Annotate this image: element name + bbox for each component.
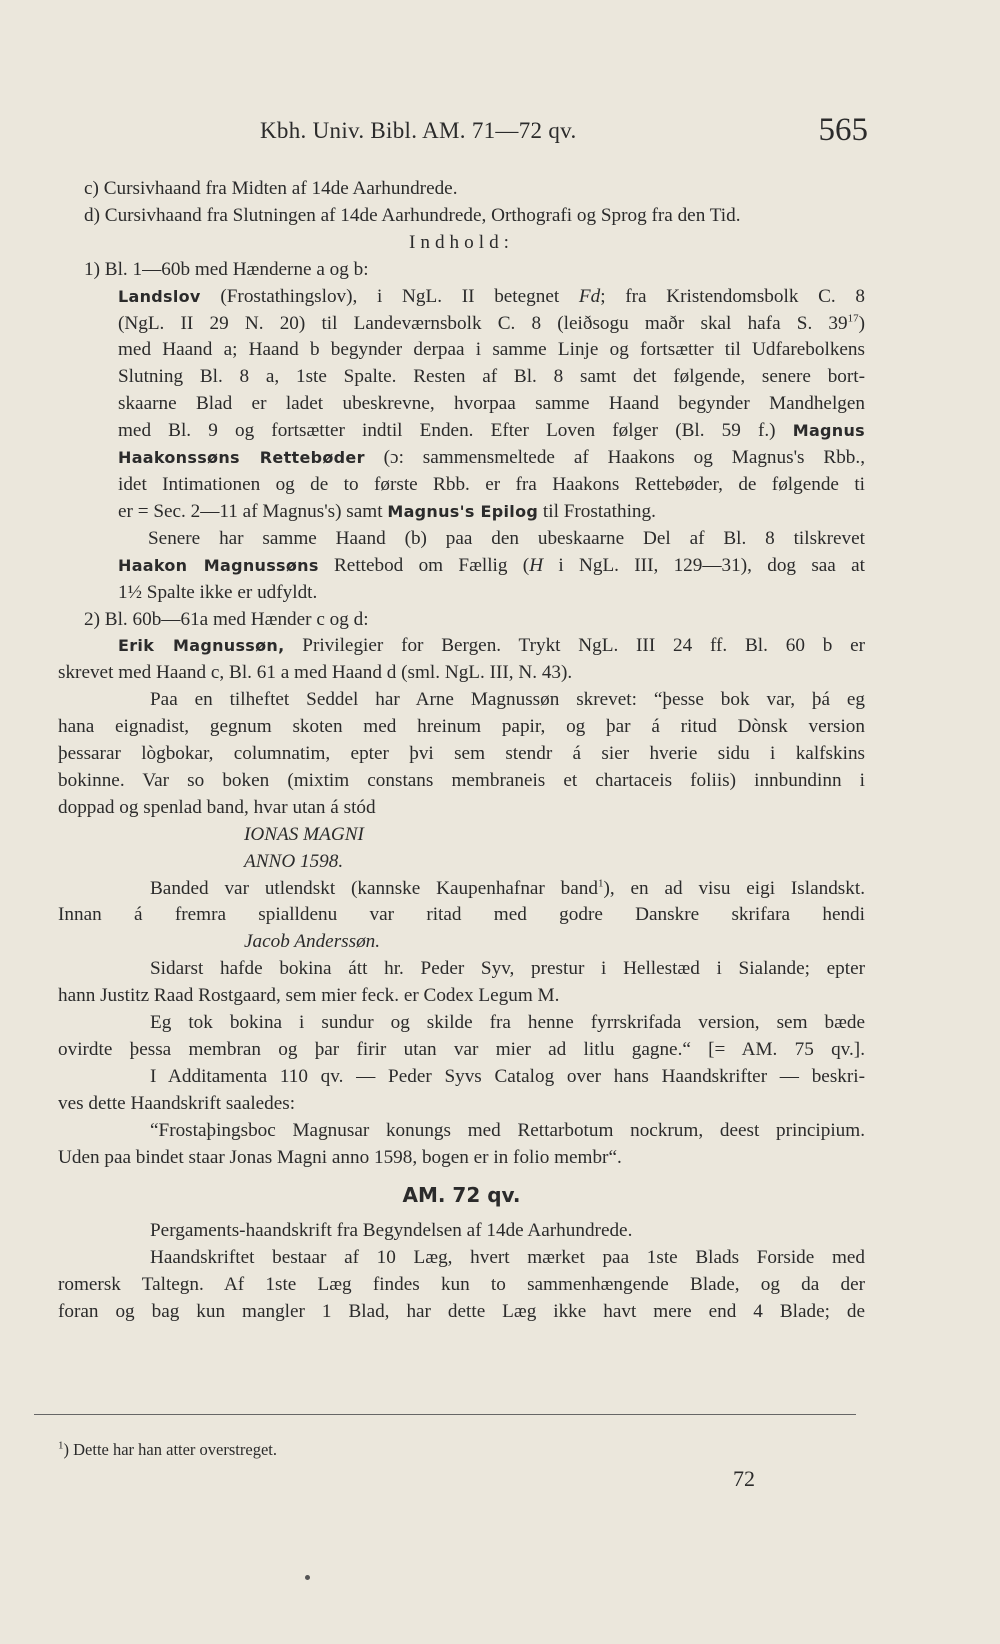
text-line: 1) Bl. 1—60b med Hænderne a og b: xyxy=(84,258,369,280)
text-line: foran og bag kun mangler 1 Blad, har dette Læg ikke havt mere end 4 Blade; de xyxy=(58,1301,865,1323)
inscription-line: IONAS MAGNI xyxy=(244,823,364,845)
text-line: med Bl. 9 og fortsætter indtil Enden. Efter Loven følger (Bl. 59 f.) Magnus xyxy=(118,420,865,442)
text-line: c) Cursivhaand fra Midten af 14de Aarhundrede. xyxy=(84,178,458,199)
text-line: Haakon Magnussøns Rettebod om Fællig (H i NgL. III, 129—31), dog saa at xyxy=(118,554,865,576)
text-line: Erik Magnussøn, Privilegier for Bergen. Trykt NgL. III 24 ff. Bl. 60 b er xyxy=(118,635,866,657)
text-line: þessarar lògbokar, columnatim, epter þvi sem stendr á sier hverie sidu i kalfskins xyxy=(58,743,865,765)
text-line: Pergaments-haandskrift fra Begyndelsen af 14de Aarhundrede. xyxy=(150,1220,633,1242)
text-line: (NgL. II 29 N. 20) til Landeværnsbolk C. 8 (leiðsogu maðr skal hafa S. $39^{17}$) xyxy=(118,312,865,334)
text-line: skrevet med Haand c, Bl. 61 a med Haand d (sml. NgL. III, N. 43). xyxy=(58,662,573,684)
text-line: ves dette Haandskrift saaledes: xyxy=(58,1092,296,1114)
text-line: 2) Bl. 60b—61a med Hænder c og d: xyxy=(84,608,369,630)
page-number: 565 xyxy=(818,112,868,148)
text-line: Landslov (Frostathingslov), i NgL. II betegnet Fd; fra Kristendomsbolk C. 8 xyxy=(118,285,865,307)
section-heading-am72: AM. 72 qv. xyxy=(402,1182,521,1207)
text-line: hann Justitz Raad Rostgaard, sem mier feck. er Codex Legum M. xyxy=(58,985,560,1007)
signature-line: Jacob Anderssøn. xyxy=(244,931,381,953)
running-head: Kbh. Univ. Bibl. AM. 71—72 qv. xyxy=(260,118,577,143)
text-line: Paa en tilheftet Seddel har Arne Magnussøn skrevet: “þesse bok var, þá eg xyxy=(150,689,865,711)
text-line: Uden paa bindet staar Jonas Magni anno 1598, bogen er in folio membr“. xyxy=(58,1146,622,1168)
text-line: Slutning Bl. 8 a, 1ste Spalte. Resten af Bl. 8 samt det følgende, senere bort- xyxy=(118,366,865,388)
text-line: ovirdte þessa membran og þar firir utan var mier ad litlu gagne.“ [= AM. 75 qv.]. xyxy=(58,1039,865,1060)
text-line: doppad og spenlad band, hvar utan á stód xyxy=(58,796,376,818)
text-line: hana eignadist, gegnum skoten med hreinum papir, og þar á ritud Dònsk version xyxy=(58,716,865,738)
signature-mark: 72 xyxy=(733,1466,755,1491)
text-line: Sidarst hafde bokina átt hr. Peder Syv, prestur i Hellestæd i Sialande; epter xyxy=(150,958,865,980)
text-line: skaarne Blad er ladet ubeskrevne, hvorpaa samme Haand begynder Mandhelgen xyxy=(118,393,865,415)
text-line: idet Intimationen og de to første Rbb. er fra Haakons Rettebøder, de følgende ti xyxy=(118,473,865,495)
text-line: Innan á fremra spialldenu var ritad med godre Danskre skrifara hendi xyxy=(58,904,865,926)
text-line: Eg tok bokina i sundur og skilde fra henne fyrrskrifada version, sem bæde xyxy=(150,1012,865,1034)
body-text xyxy=(58,176,865,1326)
text-line: Haandskriftet bestaar af 10 Læg, hvert mærket paa 1ste Blads Forside med xyxy=(150,1247,865,1269)
section-heading: Indhold: xyxy=(408,231,515,253)
work-title: Landslov xyxy=(118,286,201,306)
text-line: Haakonssøns Rettebøder (ɔ: sammensmeltede af Haakons og Magnus's Rbb., xyxy=(118,447,865,469)
text-line: “Frostaþingsboc Magnusar konungs med Rettarbotum nockrum, deest principium. xyxy=(150,1119,865,1141)
text-line: er = Sec. 2—11 af Magnus's) samt Magnus's Epilog til Frostathing. xyxy=(118,500,656,522)
specks xyxy=(305,1575,310,1580)
page-header xyxy=(0,112,1000,152)
text-line: romersk Taltegn. Af 1ste Læg findes kun to sammenhængende Blade, og da der xyxy=(58,1274,865,1296)
inscription-line: ANNO 1598. xyxy=(244,850,344,872)
text-line: I Additamenta 110 qv. — Peder Syvs Catalog over hans Haandskrifter — beskri- xyxy=(150,1065,865,1087)
text-line: bokinne. Var so boken (mixtim constans membraneis et chartaceis foliis) innbundinn i xyxy=(58,769,865,791)
text-line: Banded var utlendskt (kannske Kaupenhafnar band$^1$), en ad visu eigi Islandskt. xyxy=(150,877,865,899)
text-line: 1½ Spalte ikke er udfyldt. xyxy=(118,581,318,603)
footnote-rule xyxy=(34,1414,856,1415)
text-line: med Haand a; Haand b begynder derpaa i samme Linje og fortsætter til Udfarebolkens xyxy=(118,339,865,361)
text-line: d) Cursivhaand fra Slutningen af 14de Aarhundrede, Orthografi og Sprog fra den Tid. xyxy=(84,204,741,226)
text-line: Senere har samme Haand (b) paa den ubeskaarne Del af Bl. 8 tilskrevet xyxy=(148,527,865,549)
footnote: $^1$) Dette har han atter overstreget. xyxy=(58,1439,277,1459)
